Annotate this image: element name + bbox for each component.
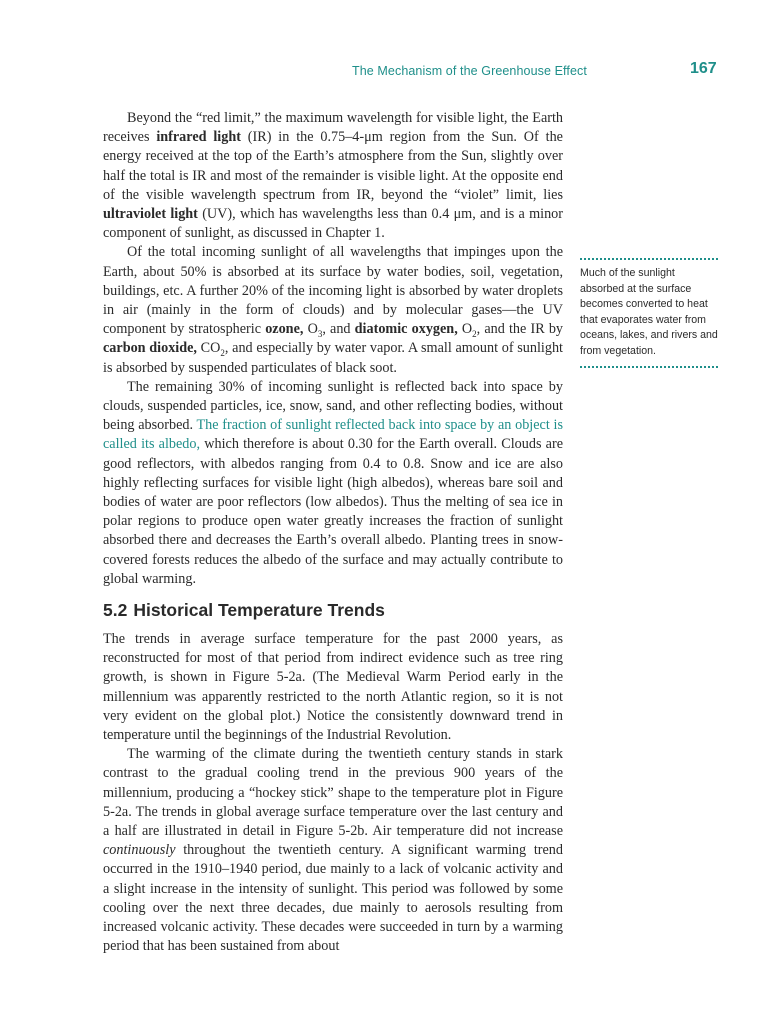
section-title: Historical Temperature Trends bbox=[133, 600, 385, 620]
body-text-lower bbox=[103, 630, 563, 956]
section-number: 5.2 bbox=[103, 600, 128, 620]
paragraph-infrared: Beyond the “red limit,” the maximum wavelength for visible light, the Earth receives infrared light (IR) in the 0.75–4-μm region from the Sun. Of the energy received at the top of the Earth’s atmosphere from the Sun, slightly over half the total is IR and most of the remainder is visible light. At the opposite end of the visible wavelength spectrum from IR, beyond the “violet” limit, lies ultraviolet light (UV), which has wavelengths less than 0.4 μm, and is a minor component of sunlight, as discussed in Chapter 1. bbox=[103, 110, 563, 242]
term-carbon-dioxide: carbon dioxide, bbox=[103, 340, 197, 357]
term-ozone: ozone, bbox=[265, 321, 304, 338]
albedo-definition: The fraction of sunlight reflected back into space by an object is called its albedo, bbox=[103, 417, 563, 453]
margin-note: Much of the sunlight absorbed at the surface becomes converted to heat that evaporates water from oceans, lakes, and rivers and from vegetation. bbox=[580, 258, 718, 368]
term-infrared-light: infrared light bbox=[156, 129, 241, 146]
term-diatomic-oxygen: diatomic oxygen, bbox=[354, 321, 458, 338]
page-number: 167 bbox=[690, 60, 717, 77]
paragraph-trends: The trends in average surface temperature for the past 2000 years, as reconstructed for most of that period from indirect evidence such as tree ring growth, is shown in Figure 5-2a. (The Medieval Warm Period early in the millennium was apparently restricted to the north Atlantic region, so it is not very evident on the global plot.) Notice the consistently downward trend in temperature until the beginnings of the Industrial Revolution. bbox=[103, 631, 563, 744]
emphasis-continuously: continuously bbox=[103, 842, 176, 859]
running-head-title: The Mechanism of the Greenhouse Effect bbox=[352, 64, 587, 78]
paragraph-warming: The warming of the climate during the twentieth century stands in stark contrast to the gradual cooling trend in the previous 900 years of the millennium, producing a “hockey stick” shape to the temperature plot in Figure 5-2a. The trends in global average surface temperature over the last century and a half are illustrated in detail in Figure 5-2b. Air temperature did not increase continuously throughout the twentieth century. A significant warming trend occurred in the 1910–1940 period, due mainly to a lack of volcanic activity and a slight increase in the intensity of sunlight. This period was followed by some cooling over the next three decades, due mainly to aerosols resulting from increased volcanic activity. These decades were succeeded in turn by a warming period that has been sustained from about bbox=[103, 746, 563, 955]
term-ultraviolet-light: ultraviolet light bbox=[103, 206, 198, 223]
section-heading bbox=[103, 600, 385, 621]
body-text-upper bbox=[103, 109, 563, 589]
paragraph-albedo: The remaining 30% of incoming sunlight is reflected back into space by clouds, suspended particles, ice, snow, sand, and other reflecting bodies, without being absorbed. The fraction of sunlight reflected back into space by an object is called its albedo, which therefore is about 0.30 for the Earth overall. Clouds are good reflectors, with albedos ranging from 0.4 to 0.8. Snow and ice are also highly reflecting surfaces for visible light (high albedos), whereas bare soil and bodies of water are poor reflectors (low albedos). Thus the melting of sea ice in polar regions to produce open water greatly increases the fraction of sunlight absorbed there and decreases the Earth’s overall albedo. Planting trees in snow-covered forests reduces the albedo of the surface and may actually contribute to global warming. bbox=[103, 378, 563, 587]
paragraph-absorption: Of the total incoming sunlight of all wavelengths that impinges upon the Earth, about 50% is absorbed at its surface by water bodies, soil, vegetation, buildings, etc. A further 20% of the incoming light is absorbed by water droplets in air (mainly in the form of clouds) and by molecular gases—the UV component by stratospheric ozone, $O_3$, and diatomic oxygen, $O_2$, and the IR by carbon dioxide, $CO_2$, and especially by water vapor. A small amount of sunlight is absorbed by suspended particulates of black soot. bbox=[103, 244, 564, 376]
